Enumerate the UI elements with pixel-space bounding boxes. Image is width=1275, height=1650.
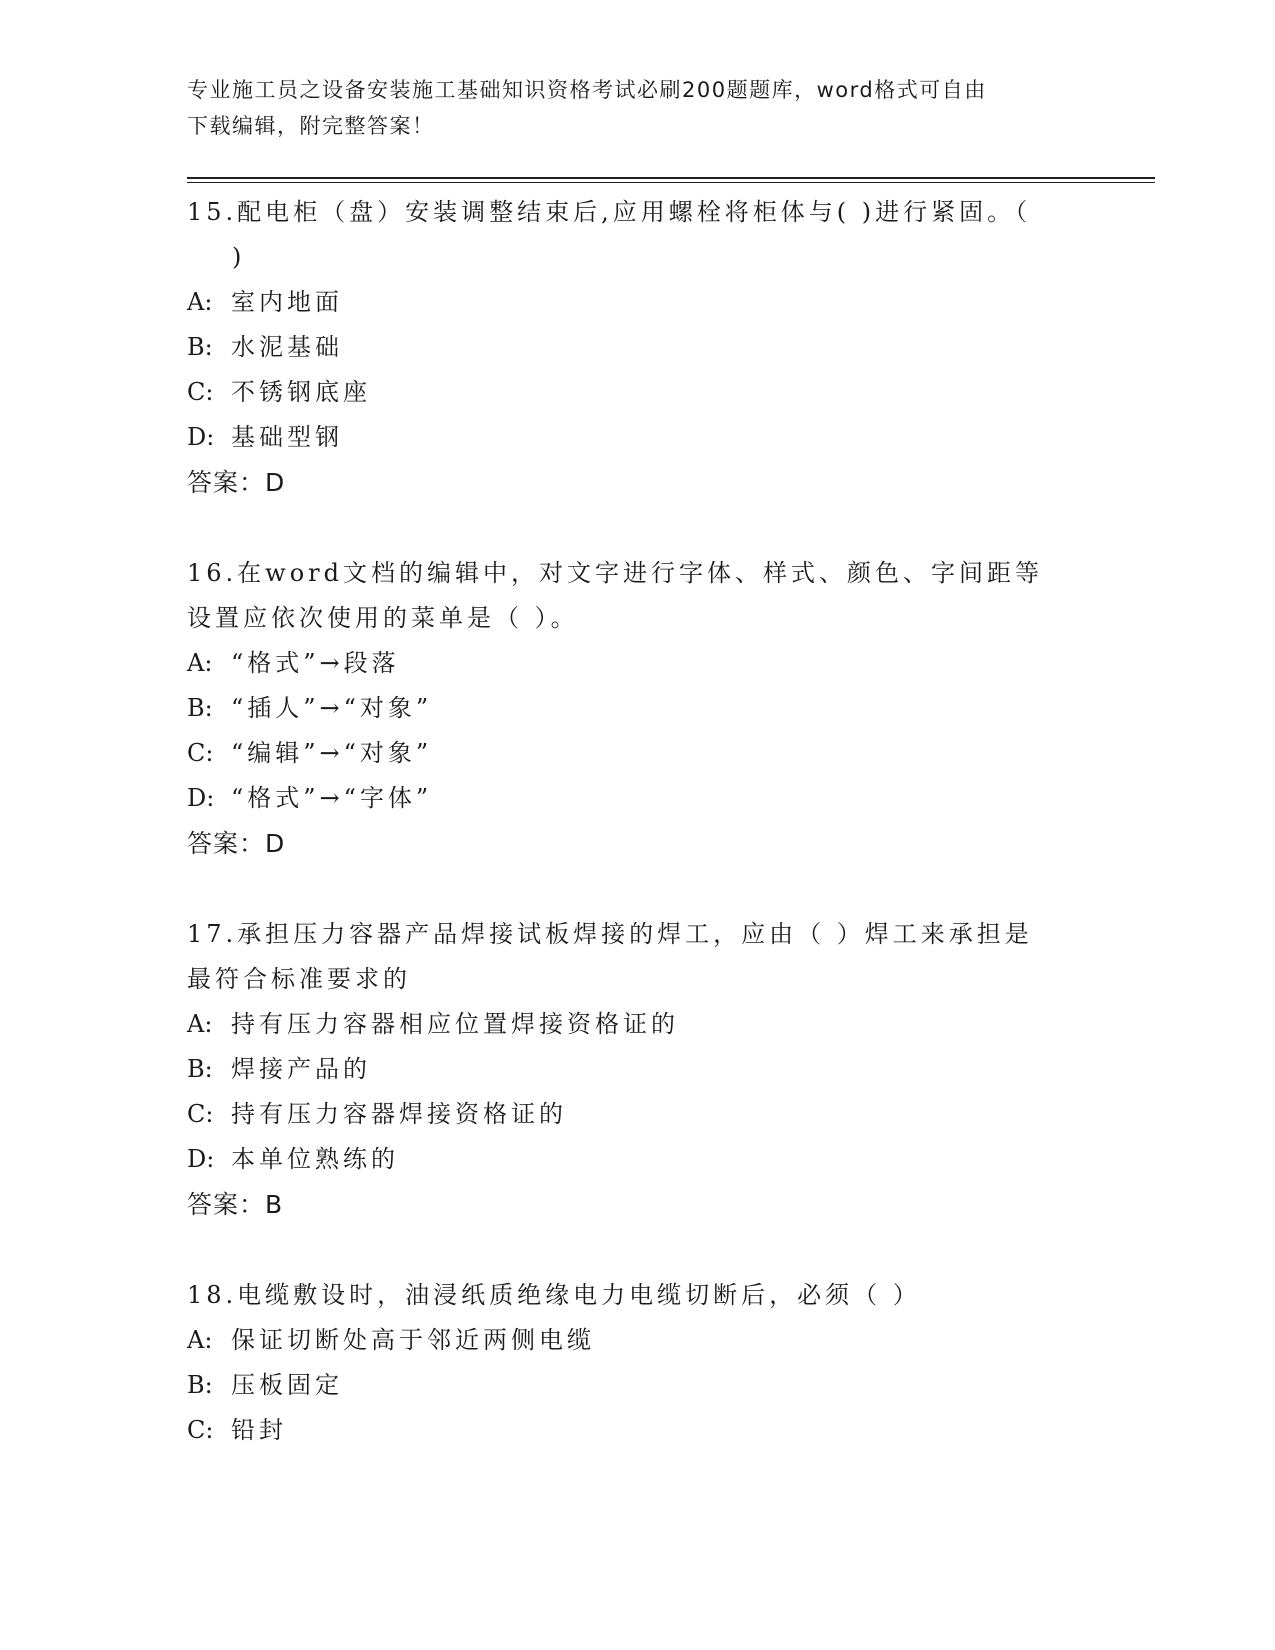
question-16: [187, 551, 1067, 866]
option-letter: A:: [187, 288, 213, 316]
header-line-1: 专业施工员之设备安装施工基础知识资格考试必刷200题题库，word格式可自由: [187, 78, 987, 102]
option-b: [187, 686, 1067, 731]
question-18: [187, 1273, 1067, 1453]
option-text: 持有压力容器相应位置焊接资格证的: [231, 1010, 679, 1038]
option-text: “格式”→段落: [231, 649, 400, 677]
header-line-2: 下载编辑，附完整答案！: [187, 114, 435, 138]
document-header: [187, 72, 1067, 144]
option-letter: B:: [187, 1371, 213, 1399]
option-text: 不锈钢底座: [231, 378, 371, 406]
option-text: “插人”→“对象”: [231, 694, 433, 722]
question-17: [187, 912, 1067, 1227]
option-text: “编辑”→“对象”: [231, 739, 433, 767]
option-letter: A:: [187, 649, 213, 677]
question-text: [187, 1273, 1067, 1318]
option-letter: D:: [187, 1145, 215, 1173]
option-letter: C:: [187, 1100, 214, 1128]
answer-line: 答案：B: [187, 1190, 284, 1219]
answer-line: 答案：D: [187, 468, 286, 497]
option-letter: D:: [187, 784, 215, 812]
option-letter: C:: [187, 1416, 214, 1444]
option-d: [187, 776, 1067, 821]
option-c: [187, 1408, 1067, 1453]
question-line: 设置应依次使用的菜单是（ ）。: [187, 604, 579, 632]
option-a: [187, 280, 1067, 325]
option-text: 水泥基础: [231, 333, 343, 361]
option-b: [187, 1047, 1067, 1092]
option-text: 持有压力容器焊接资格证的: [231, 1100, 567, 1128]
option-text: 室内地面: [231, 288, 343, 316]
option-d: [187, 415, 1067, 460]
option-b: [187, 325, 1067, 370]
option-text: “格式”→“字体”: [231, 784, 433, 812]
question-line-continuation: ): [232, 243, 246, 271]
question-text: [187, 190, 1067, 280]
option-text: 焊接产品的: [231, 1055, 371, 1083]
option-letter: B:: [187, 1055, 213, 1083]
option-text: 铅封: [231, 1416, 287, 1444]
question-15: [187, 190, 1067, 505]
option-a: [187, 641, 1067, 686]
question-line: 17.承担压力容器产品焊接试板焊接的焊工，应由（ ）焊工来承担是: [187, 920, 1033, 948]
option-letter: B:: [187, 333, 213, 361]
option-a: [187, 1002, 1067, 1047]
header-divider-thick: [187, 177, 1155, 179]
option-text: 压板固定: [231, 1371, 343, 1399]
question-list: [187, 190, 1067, 1499]
option-a: [187, 1318, 1067, 1363]
option-letter: C:: [187, 378, 214, 406]
option-b: [187, 1363, 1067, 1408]
option-text: 保证切断处高于邻近两侧电缆: [231, 1326, 595, 1354]
question-line: 18.电缆敷设时，油浸纸质绝缘电力电缆切断后，必须（ ）: [187, 1281, 921, 1309]
question-line: 最符合标准要求的: [187, 965, 411, 993]
option-c: [187, 1092, 1067, 1137]
answer-line: 答案：D: [187, 829, 286, 858]
option-letter: A:: [187, 1010, 213, 1038]
question-text: [187, 912, 1067, 1002]
option-d: [187, 1137, 1067, 1182]
option-text: 基础型钢: [231, 423, 343, 451]
option-letter: A:: [187, 1326, 213, 1354]
option-c: [187, 731, 1067, 776]
option-text: 本单位熟练的: [231, 1145, 399, 1173]
header-divider-thin: [187, 182, 1155, 183]
option-letter: D:: [187, 423, 215, 451]
option-c: [187, 370, 1067, 415]
question-line: 16.在word文档的编辑中，对文字进行字体、样式、颜色、字间距等: [187, 559, 1043, 587]
option-letter: B:: [187, 694, 213, 722]
option-letter: C:: [187, 739, 214, 767]
question-line: 15.配电柜（盘）安装调整结束后,应用螺栓将柜体与( )进行紧固。（: [187, 198, 1032, 226]
question-text: [187, 551, 1067, 641]
